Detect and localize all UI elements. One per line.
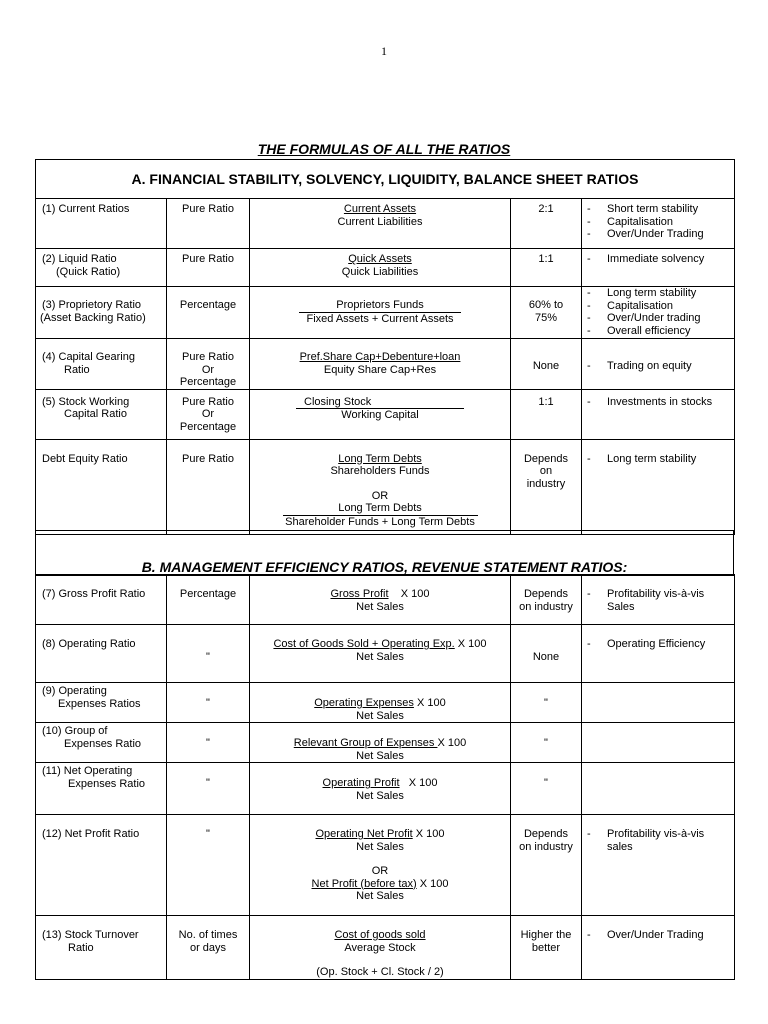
ratio-name (36, 287, 167, 339)
ratio-formula (250, 439, 511, 534)
ratio-name (36, 249, 167, 287)
ratio-name-line: (Quick Ratio) (56, 265, 121, 278)
ratio-significance (582, 199, 735, 249)
ratio-norm: None (511, 339, 582, 390)
ratio-name-line: (3) Proprietory Ratio (42, 299, 142, 311)
ratio-type: " (167, 723, 250, 763)
significance-item: Operating Efficiency (607, 638, 706, 650)
ratio-name: (7) Gross Profit Ratio (36, 575, 167, 625)
ratios-table-b (35, 574, 735, 980)
ratio-formula (250, 339, 511, 390)
formula-numerator: Long Term Debts (250, 502, 510, 516)
norm-line: industry (526, 477, 566, 490)
ratio-norm: None (511, 625, 582, 683)
type-line: Pure Ratio (182, 395, 234, 408)
formula-denominator: Net Sales (356, 890, 404, 902)
formula-numerator: Pref.Share Cap+Debenture+loan (299, 351, 461, 363)
ratio-name: (8) Operating Ratio (36, 625, 167, 683)
ratio-name-line: Capital Ratio (64, 408, 127, 420)
ratio-formula (250, 625, 511, 683)
ratio-name-line: (13) Stock Turnover (42, 929, 139, 941)
ratio-significance (582, 389, 735, 439)
table-row (36, 916, 735, 980)
bullet-dash: - (587, 253, 591, 265)
table-row (36, 389, 735, 439)
bullet-dash: - (587, 638, 591, 650)
norm-line: Depends (523, 452, 569, 465)
section-b-heading-box (35, 530, 734, 576)
formula-numerator: Quick Assets (348, 253, 412, 265)
type-line: Or (201, 363, 215, 376)
significance-item: Immediate solvency (607, 253, 705, 265)
norm-line: 60% to (528, 299, 564, 311)
formula-numerator: Closing Stock (250, 396, 510, 410)
norm-line: on industry (519, 600, 573, 613)
formula-numerator: Cost of goods sold (334, 929, 426, 941)
type-line: Percentage (179, 420, 237, 433)
type-line: Pure Ratio (182, 351, 234, 363)
ratio-norm (511, 287, 582, 339)
ratio-significance (582, 763, 735, 815)
formula-numerator: Net Profit (before tax) X 100 (311, 877, 449, 890)
bullet-dash: - (587, 324, 591, 337)
formula-denominator: Current Liabilities (337, 215, 423, 228)
table-row (36, 439, 735, 534)
bullet-dash: - (587, 929, 591, 941)
formula-denominator: Net Sales (356, 789, 404, 802)
ratio-name (36, 683, 167, 723)
ratio-name-line: (10) Group of (42, 725, 108, 737)
significance-item: Capitalisation (607, 215, 674, 228)
ratio-name (36, 339, 167, 390)
formula-numerator: Proprietors Funds (250, 299, 510, 313)
formula-denominator: Net Sales (356, 650, 404, 663)
bullet-dash: - (587, 228, 591, 240)
ratio-norm: " (511, 763, 582, 815)
ratio-type: Pure Ratio (167, 439, 250, 534)
ratio-type: Percentage (167, 575, 250, 625)
significance-item: Over/Under Trading (607, 929, 704, 941)
bullet-dash: - (587, 828, 591, 840)
ratio-name-line: Expenses Ratio (64, 737, 142, 750)
bullet-dash: - (587, 299, 591, 312)
formula-denominator: Equity Share Cap+Res (323, 363, 437, 376)
ratio-name-line: (4) Capital Gearing (42, 351, 135, 363)
formula-numerator: Cost of Goods Sold + Operating Exp. X 100 (273, 638, 487, 650)
ratio-name-line: (5) Stock Working (42, 395, 130, 408)
ratio-name-line: Ratio (64, 363, 90, 376)
ratio-norm: 2:1 (511, 199, 582, 249)
ratio-type (167, 389, 250, 439)
ratio-significance (582, 575, 735, 625)
ratio-formula (250, 815, 511, 916)
bullet-dash: - (587, 287, 591, 299)
ratio-norm (511, 815, 582, 916)
formula-numerator: Operating Net Profit X 100 (315, 828, 445, 840)
table-row (36, 199, 735, 249)
significance-item: Overall efficiency (607, 324, 691, 337)
formula-numerator: Relevant Group of Expenses X 100 (293, 737, 467, 749)
table-row (36, 625, 735, 683)
ratio-norm (511, 439, 582, 534)
ratio-name (36, 916, 167, 980)
bullet-dash: - (587, 395, 591, 408)
formula-denominator: Net Sales (356, 600, 404, 613)
ratio-significance (582, 815, 735, 916)
type-line: Percentage (179, 376, 237, 388)
formula-denominator: Net Sales (356, 840, 404, 853)
formula-numerator: Operating Profit X 100 (322, 777, 438, 789)
ratio-significance (582, 916, 735, 980)
formula-denominator: Quick Liabilities (341, 265, 419, 278)
bullet-dash: - (587, 452, 591, 465)
table-row (36, 287, 735, 339)
norm-line: Higher the (520, 929, 572, 941)
bullet-dash: - (587, 203, 591, 215)
ratio-norm: " (511, 683, 582, 723)
type-line: No. of times (178, 929, 238, 941)
significance-item: Capitalisation (607, 299, 674, 312)
ratio-significance (582, 625, 735, 683)
ratio-type (167, 339, 250, 390)
ratio-significance (582, 339, 735, 390)
ratio-significance (582, 683, 735, 723)
table-row (36, 249, 735, 287)
table-row (36, 723, 735, 763)
ratio-significance (582, 287, 735, 339)
significance-item: Investments in stocks (607, 395, 713, 408)
ratio-type: " (167, 625, 250, 683)
formula-numerator: Long Term Debts (338, 452, 422, 465)
significance-item: Long term stability (607, 452, 697, 465)
significance-item: Long term stability (607, 287, 697, 299)
ratio-norm: " (511, 723, 582, 763)
ratio-name: (12) Net Profit Ratio (36, 815, 167, 916)
bullet-dash: - (587, 312, 591, 324)
formula-denominator: Shareholder Funds + Long Term Debts (285, 515, 475, 528)
bullet-dash: - (587, 588, 591, 600)
norm-line: on (539, 465, 553, 477)
formula-denominator: Net Sales (356, 749, 404, 762)
ratio-norm: 1:1 (511, 249, 582, 287)
page-title: THE FORMULAS OF ALL THE RATIOS (257, 141, 511, 157)
ratio-name-line: Expenses Ratios (58, 697, 141, 710)
ratio-type: " (167, 683, 250, 723)
norm-line: 75% (534, 311, 558, 324)
table-row (36, 815, 735, 916)
formula-denominator: Fixed Assets + Current Assets (306, 312, 454, 325)
formula-denominator: Working Capital (341, 409, 419, 421)
formula-or: OR (371, 489, 389, 502)
norm-line: Depends (523, 828, 569, 840)
type-line: Or (201, 408, 215, 420)
ratio-formula (250, 723, 511, 763)
ratio-formula (250, 575, 511, 625)
ratios-table-a (35, 159, 735, 535)
table-row (36, 575, 735, 625)
ratio-type: Pure Ratio (167, 249, 250, 287)
ratio-name: (1) Current Ratios (36, 199, 167, 249)
ratio-norm: 1:1 (511, 389, 582, 439)
formula-denominator: Average Stock (344, 941, 416, 954)
formula-note: (Op. Stock + Cl. Stock / 2) (316, 966, 444, 978)
ratio-type: Pure Ratio (167, 199, 250, 249)
section-a-heading: A. FINANCIAL STABILITY, SOLVENCY, LIQUIDITY, BALANCE SHEET RATIOS (36, 160, 735, 199)
bullet-dash: - (587, 359, 591, 372)
norm-line: on industry (519, 840, 573, 853)
formula-or: OR (371, 865, 389, 877)
formula-denominator: Shareholders Funds (330, 465, 430, 477)
formula-numerator: Current Assets (343, 203, 417, 215)
table-row (36, 339, 735, 390)
significance-item: Profitability vis-à-vis sales (607, 828, 705, 853)
significance-item: Short term stability (607, 203, 699, 215)
ratio-type: Percentage (167, 287, 250, 339)
ratio-type (167, 916, 250, 980)
table-row (36, 683, 735, 723)
page-number: 1 (381, 44, 387, 58)
ratio-significance (582, 439, 735, 534)
ratio-significance (582, 249, 735, 287)
significance-item: Trading on equity (607, 359, 692, 372)
norm-line: Depends (523, 588, 569, 600)
ratio-formula (250, 249, 511, 287)
ratio-name (36, 763, 167, 815)
formula-numerator: Gross Profit X 100 (330, 588, 430, 600)
ratio-formula (250, 763, 511, 815)
ratio-type: " (167, 763, 250, 815)
section-b-heading: B. MANAGEMENT EFFICIENCY RATIOS, REVENUE STATEMENT RATIOS: (36, 531, 734, 576)
formula-numerator: Operating Expenses X 100 (314, 697, 446, 709)
ratio-name-line: Ratio (68, 941, 94, 954)
ratio-name-line: (Asset Backing Ratio) (40, 311, 146, 324)
ratio-name-line: (9) Operating (42, 685, 107, 697)
ratio-type: " (167, 815, 250, 916)
ratio-significance (582, 723, 735, 763)
ratio-norm (511, 575, 582, 625)
ratio-formula (250, 199, 511, 249)
ratio-name-line: (11) Net Operating (42, 765, 133, 777)
ratio-formula (250, 916, 511, 980)
ratio-formula (250, 683, 511, 723)
significance-item: Over/Under Trading (607, 228, 704, 240)
significance-item: Profitability vis-à-vis Sales (607, 588, 705, 613)
ratio-name (36, 723, 167, 763)
bullet-dash: - (587, 215, 591, 228)
ratio-name (36, 389, 167, 439)
type-line: or days (189, 941, 227, 954)
norm-line: better (531, 941, 561, 954)
ratio-formula (250, 389, 511, 439)
ratio-norm (511, 916, 582, 980)
ratio-name-line: Expenses Ratio (68, 777, 146, 790)
significance-item: Over/Under trading (607, 312, 701, 324)
ratio-name: Debt Equity Ratio (36, 439, 167, 534)
formula-denominator: Net Sales (356, 709, 404, 722)
table-row (36, 763, 735, 815)
ratio-formula (250, 287, 511, 339)
ratio-name-line: (2) Liquid Ratio (42, 253, 117, 265)
